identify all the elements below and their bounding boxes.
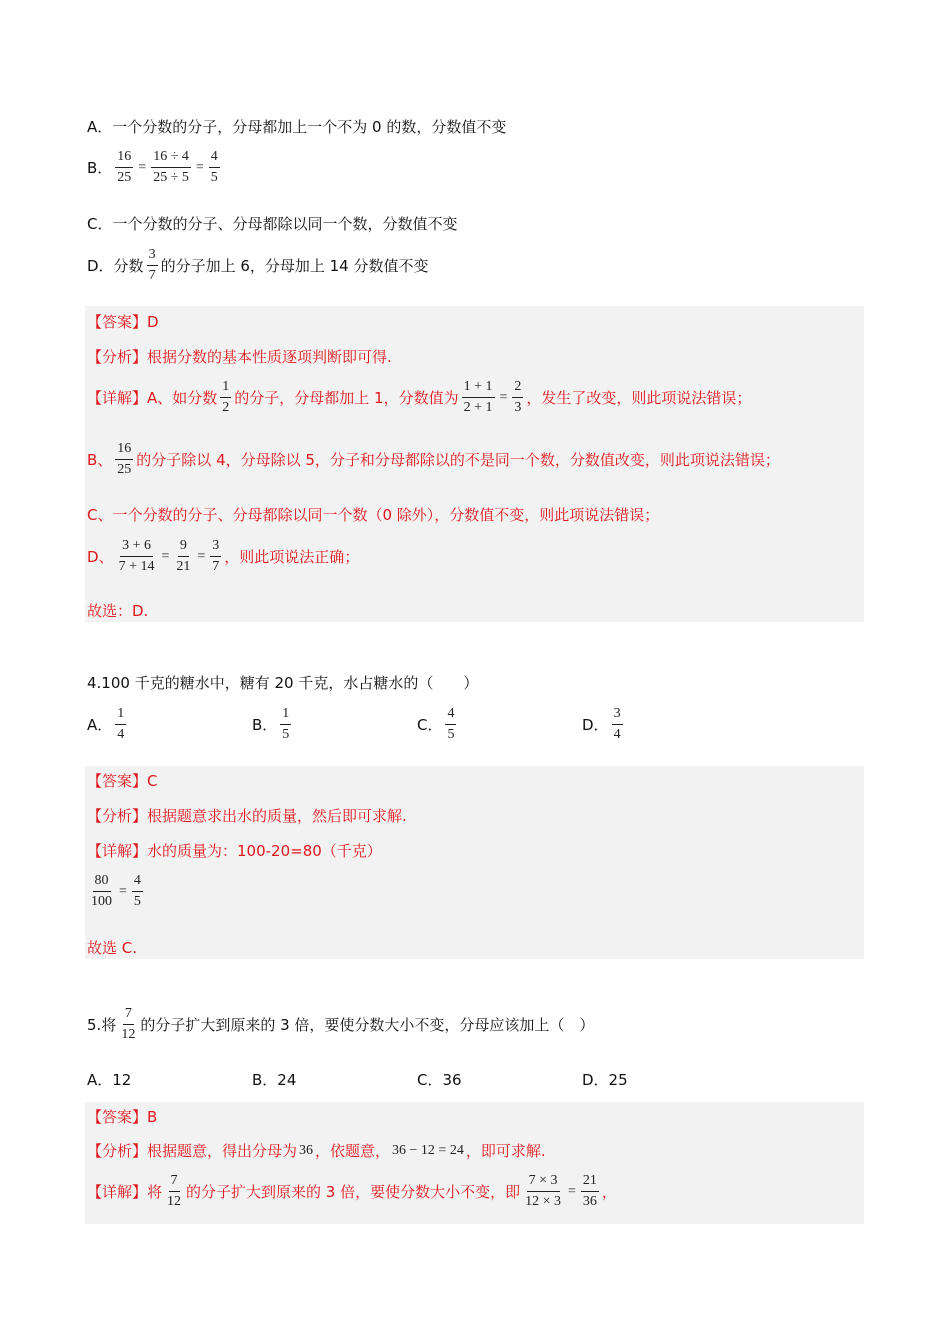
fraction: $\frac{7}{12}$ [121, 1006, 136, 1042]
q4-calc: $\frac{80}{100}$ = $\frac{4}{5}$ [91, 873, 141, 909]
q5-stem: 5.将 $\frac{7}{12}$ 的分子扩大到原来的 3 倍，要使分数大小不变，分母应该加上（ ） [87, 1006, 595, 1042]
fraction: $\frac{1}{2}$ [222, 379, 230, 415]
q5-detail: 【详解】将 $\frac{7}{12}$ 的分子扩大到原来的 3 倍，要使分数大小不变，即 $\frac{7 \times 3}{12 \times 3}$ = $\frac{21}{36}$ ， [87, 1173, 617, 1209]
fraction: $\frac{3}{7}$ [212, 538, 220, 574]
fraction: $\frac{4}{5}$ [210, 149, 218, 185]
q3-choose: 故选：D. [87, 602, 149, 620]
q3-detail-d: D、 $\frac{3 + 6}{7 + 14}$ = $\frac{9}{21}$ = $\frac{3}{7}$ ，则此项说法正确； [87, 538, 360, 574]
q4-option-b: B． $\frac{1}{5}$ [252, 706, 290, 742]
fraction: $\frac{1}{5}$ [282, 706, 290, 742]
fraction: $\frac{80}{100}$ [91, 873, 112, 909]
q3-option-d: D．分数 $\frac{3}{7}$ 的分子加上 6，分母加上 14 分数值不变 [87, 247, 429, 283]
q4-option-d: D． $\frac{3}{4}$ [582, 706, 621, 742]
fraction: $\frac{16}{25}$ [117, 441, 132, 477]
q3-answer: 【答案】D [87, 313, 159, 331]
q5-option-d: D．25 [582, 1071, 628, 1089]
q4-answer: 【答案】C [87, 772, 158, 790]
q5-option-a: A．12 [87, 1071, 132, 1089]
q3-detail-a: 【详解】A、如分数 $\frac{1}{2}$ 的分子，分母都加上 1，分数值为 $\frac{1 + 1}{2 + 1}$ = $\frac{2}{3}$ ，发生了改变，则此项说法错误； [87, 379, 752, 415]
q3-detail-b: B、 $\frac{16}{25}$ 的分子除以 4，分母除以 5，分子和分母都除以的不是同一个数，分数值改变，则此项说法错误； [87, 441, 780, 477]
fraction: $\frac{7 \times 3}{12 \times 3}$ [525, 1173, 562, 1209]
q3-analysis: 【分析】根据分数的基本性质逐项判断即可得. [87, 348, 392, 366]
q4-choose: 故选 C. [87, 939, 138, 957]
fraction: $\frac{4}{5}$ [133, 873, 141, 909]
q4-option-a: A． $\frac{1}{4}$ [87, 706, 125, 742]
q5-answer: 【答案】B [87, 1108, 158, 1126]
q4-analysis: 【分析】根据题意求出水的质量，然后即可求解. [87, 807, 407, 825]
q5-option-b: B．24 [252, 1071, 297, 1089]
fraction: $\frac{3}{4}$ [613, 706, 621, 742]
q4-stem: 4.100 千克的糖水中，糖有 20 千克，水占糖水的（ ） [87, 674, 479, 692]
q4-option-c: C． $\frac{4}{5}$ [417, 706, 455, 742]
q3-detail-c: C、一个分数的分子、分母都除以同一个数（0 除外），分数值不变，则此项说法错误； [87, 506, 660, 524]
fraction: $\frac{4}{5}$ [447, 706, 455, 742]
fraction: $\frac{2}{3}$ [514, 379, 522, 415]
fraction: $\frac{16 \div 4}{25 \div 5}$ [153, 149, 189, 185]
fraction: $\frac{1}{4}$ [117, 706, 125, 742]
q5-analysis: 【分析】根据题意，得出分母为 36 ，依题意， 36 − 12 = 24 ，即可求解. [87, 1142, 546, 1160]
q3-option-a: A．一个分数的分子，分母都加上一个不为 0 的数，分数值不变 [87, 118, 507, 136]
q3-option-b: B． $\frac{16}{25}$ = $\frac{16 \div 4}{25 \div 5}$ = $\frac{4}{5}$ [87, 149, 218, 185]
fraction: $\frac{7}{12}$ [167, 1173, 182, 1209]
fraction: $\frac{21}{36}$ [582, 1173, 597, 1209]
fraction: $\frac{3}{7}$ [148, 247, 156, 283]
q4-detail: 【详解】水的质量为：100-20=80（千克） [87, 842, 382, 860]
q5-option-c: C．36 [417, 1071, 462, 1089]
fraction: $\frac{16}{25}$ [117, 149, 132, 185]
fraction: $\frac{9}{21}$ [176, 538, 191, 574]
fraction: $\frac{1 + 1}{2 + 1}$ [463, 379, 493, 415]
fraction: $\frac{3 + 6}{7 + 14}$ [118, 538, 155, 574]
q3-option-c: C．一个分数的分子、分母都除以同一个数，分数值不变 [87, 215, 458, 233]
q4-answer-box [85, 766, 864, 959]
